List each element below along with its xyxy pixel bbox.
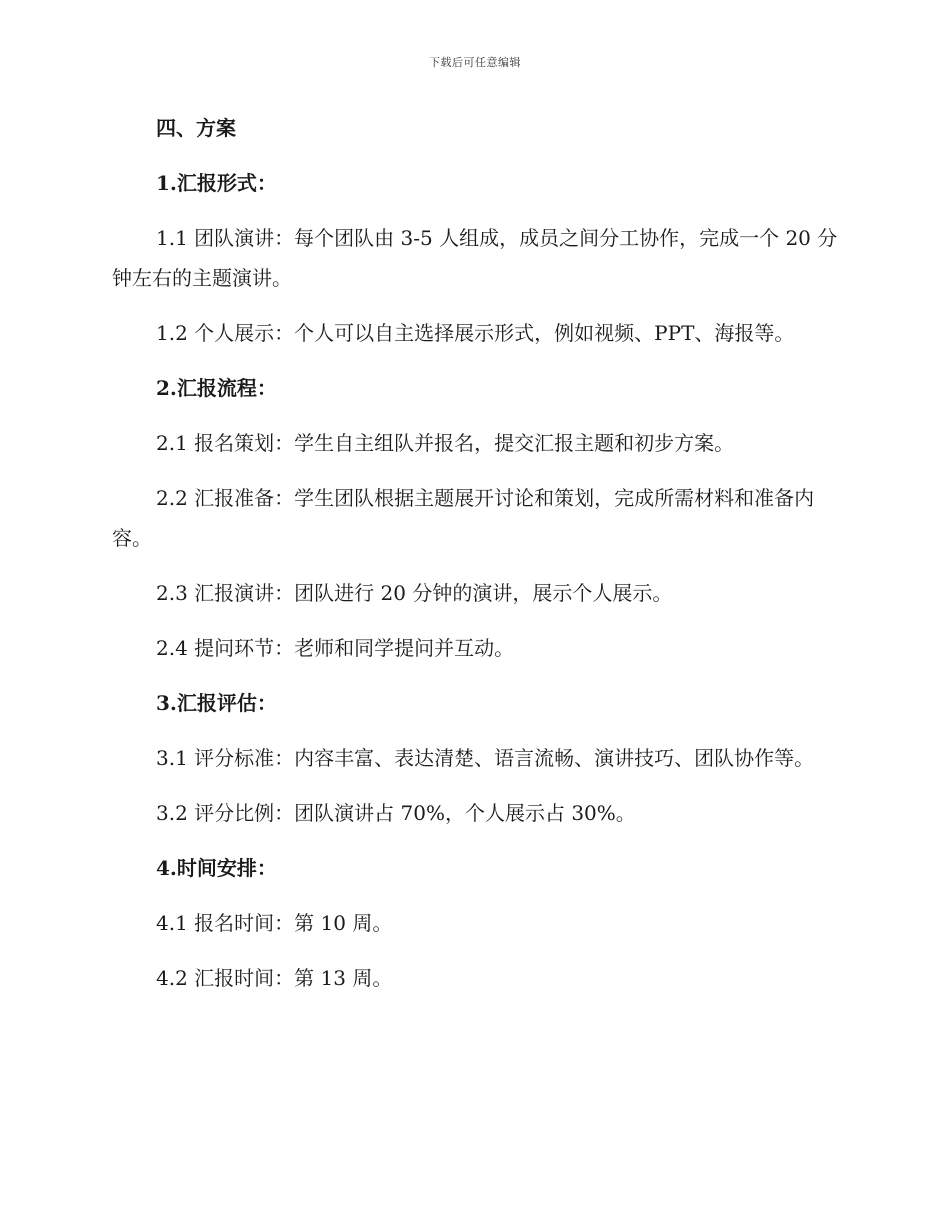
paragraph: 1.1 团队演讲：每个团队由 3-5 人组成，成员之间分工协作，完成一个 20 分钟左右的主题演讲。 xyxy=(112,226,838,290)
document-body xyxy=(112,108,840,1013)
paragraph: 2.2 汇报准备：学生团队根据主题展开讨论和策划，完成所需材料和准备内容。 xyxy=(112,486,815,550)
paragraph: 1.2 个人展示：个人可以自主选择展示形式，例如视频、PPT、海报等。 xyxy=(156,321,795,345)
section-heading: 四、方案 xyxy=(156,116,236,140)
subsection-heading: 4.时间安排： xyxy=(156,856,277,880)
paragraph: 3.1 评分标准：内容丰富、表达清楚、语言流畅、演讲技巧、团队协作等。 xyxy=(156,746,815,770)
subsection-heading: 3.汇报评估： xyxy=(156,691,277,715)
paragraph: 3.2 评分比例：团队演讲占 70%，个人展示占 30%。 xyxy=(156,801,636,825)
paragraph: 4.2 汇报时间：第 13 周。 xyxy=(156,966,393,990)
page-header: 下载后可任意编辑 xyxy=(429,56,521,69)
paragraph: 2.1 报名策划：学生自主组队并报名，提交汇报主题和初步方案。 xyxy=(156,431,735,455)
paragraph: 2.4 提问环节：老师和同学提问并互动。 xyxy=(156,636,515,660)
subsection-heading: 1.汇报形式： xyxy=(156,171,277,195)
subsection-heading: 2.汇报流程： xyxy=(156,376,277,400)
paragraph: 4.1 报名时间：第 10 周。 xyxy=(156,911,393,935)
paragraph: 2.3 汇报演讲：团队进行 20 分钟的演讲，展示个人展示。 xyxy=(156,581,673,605)
